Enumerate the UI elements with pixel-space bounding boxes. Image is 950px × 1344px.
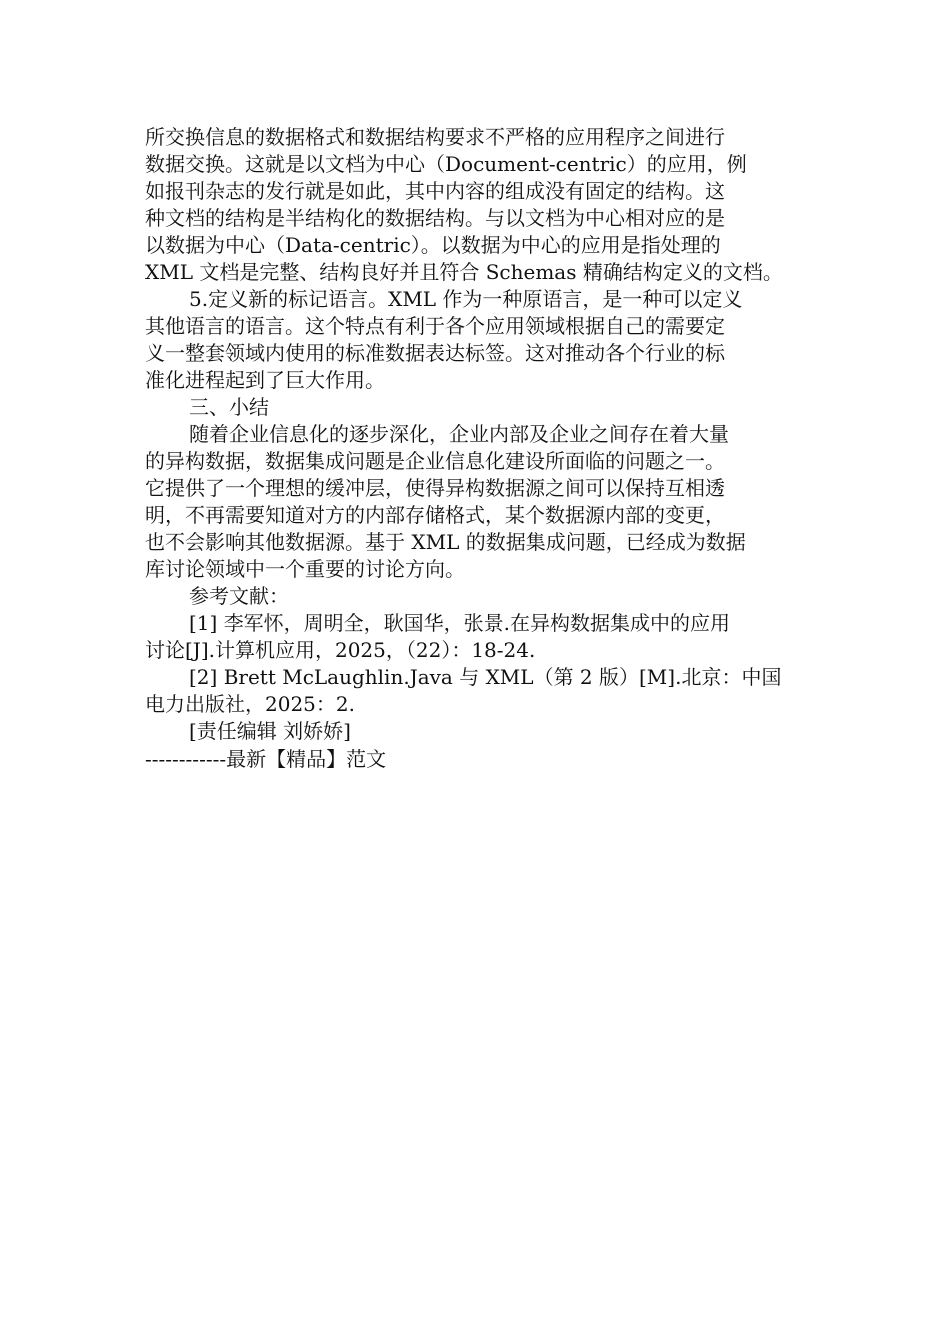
reference-item: [2] Brett McLaughlin.Java 与 XML（第 2 版）[M].北京：中国 [189, 665, 782, 689]
text-line: 也不会影响其他数据源。基于 XML 的数据集成问题，已经成为数据 [145, 530, 746, 554]
text-line: 数据交换。这就是以文档为中心（Document-centric）的应用，例 [145, 152, 747, 176]
text-line: 它提供了一个理想的缓冲层，使得异构数据源之间可以保持互相透 [145, 476, 725, 500]
reference-item-continuation: 电力出版社，2025：2. [145, 692, 355, 716]
section-heading: 三、小结 [189, 395, 269, 419]
paragraph-start-line: 5.定义新的标记语言。XML 作为一种原语言，是一种可以定义 [189, 287, 743, 311]
text-line: 所交换信息的数据格式和数据结构要求不严格的应用程序之间进行 [145, 125, 725, 149]
reference-item: [1] 李军怀，周明全，耿国华，张景.在异构数据集成中的应用 [189, 611, 731, 635]
text-line: 库讨论领域中一个重要的讨论方向。 [145, 557, 465, 581]
text-line: 准化进程起到了巨大作用。 [145, 368, 385, 392]
text-line: 义一整套领域内使用的标准数据表达标签。这对推动各个行业的标 [145, 341, 725, 365]
text-line: XML 文档是完整、结构良好并且符合 Schemas 精确结构定义的文档。 [145, 260, 783, 284]
text-line: 其他语言的语言。这个特点有利于各个应用领域根据自己的需要定 [145, 314, 725, 338]
text-line: 以数据为中心（Data-centric）。以数据为中心的应用是指处理的 [145, 233, 721, 257]
footer-text: ------------最新【精品】范文 [145, 747, 387, 771]
text-line: 种文档的结构是半结构化的数据结构。与以文档为中心相对应的是 [145, 206, 725, 230]
reference-item-continuation: 讨论[J].计算机应用，2025，（22）：18-24. [145, 638, 536, 662]
editor-note: [责任编辑 刘娇娇] [189, 719, 351, 743]
text-line: 如报刊杂志的发行就是如此，其中内容的组成没有固定的结构。这 [145, 179, 725, 203]
paragraph-start-line: 随着企业信息化的逐步深化，企业内部及企业之间存在着大量 [189, 422, 729, 446]
references-heading: 参考文献： [189, 584, 289, 608]
text-line: 明，不再需要知道对方的内部存储格式，某个数据源内部的变更， [145, 503, 725, 527]
document-body [145, 124, 805, 745]
text-line: 的异构数据，数据集成问题是企业信息化建设所面临的问题之一。 [145, 449, 725, 473]
